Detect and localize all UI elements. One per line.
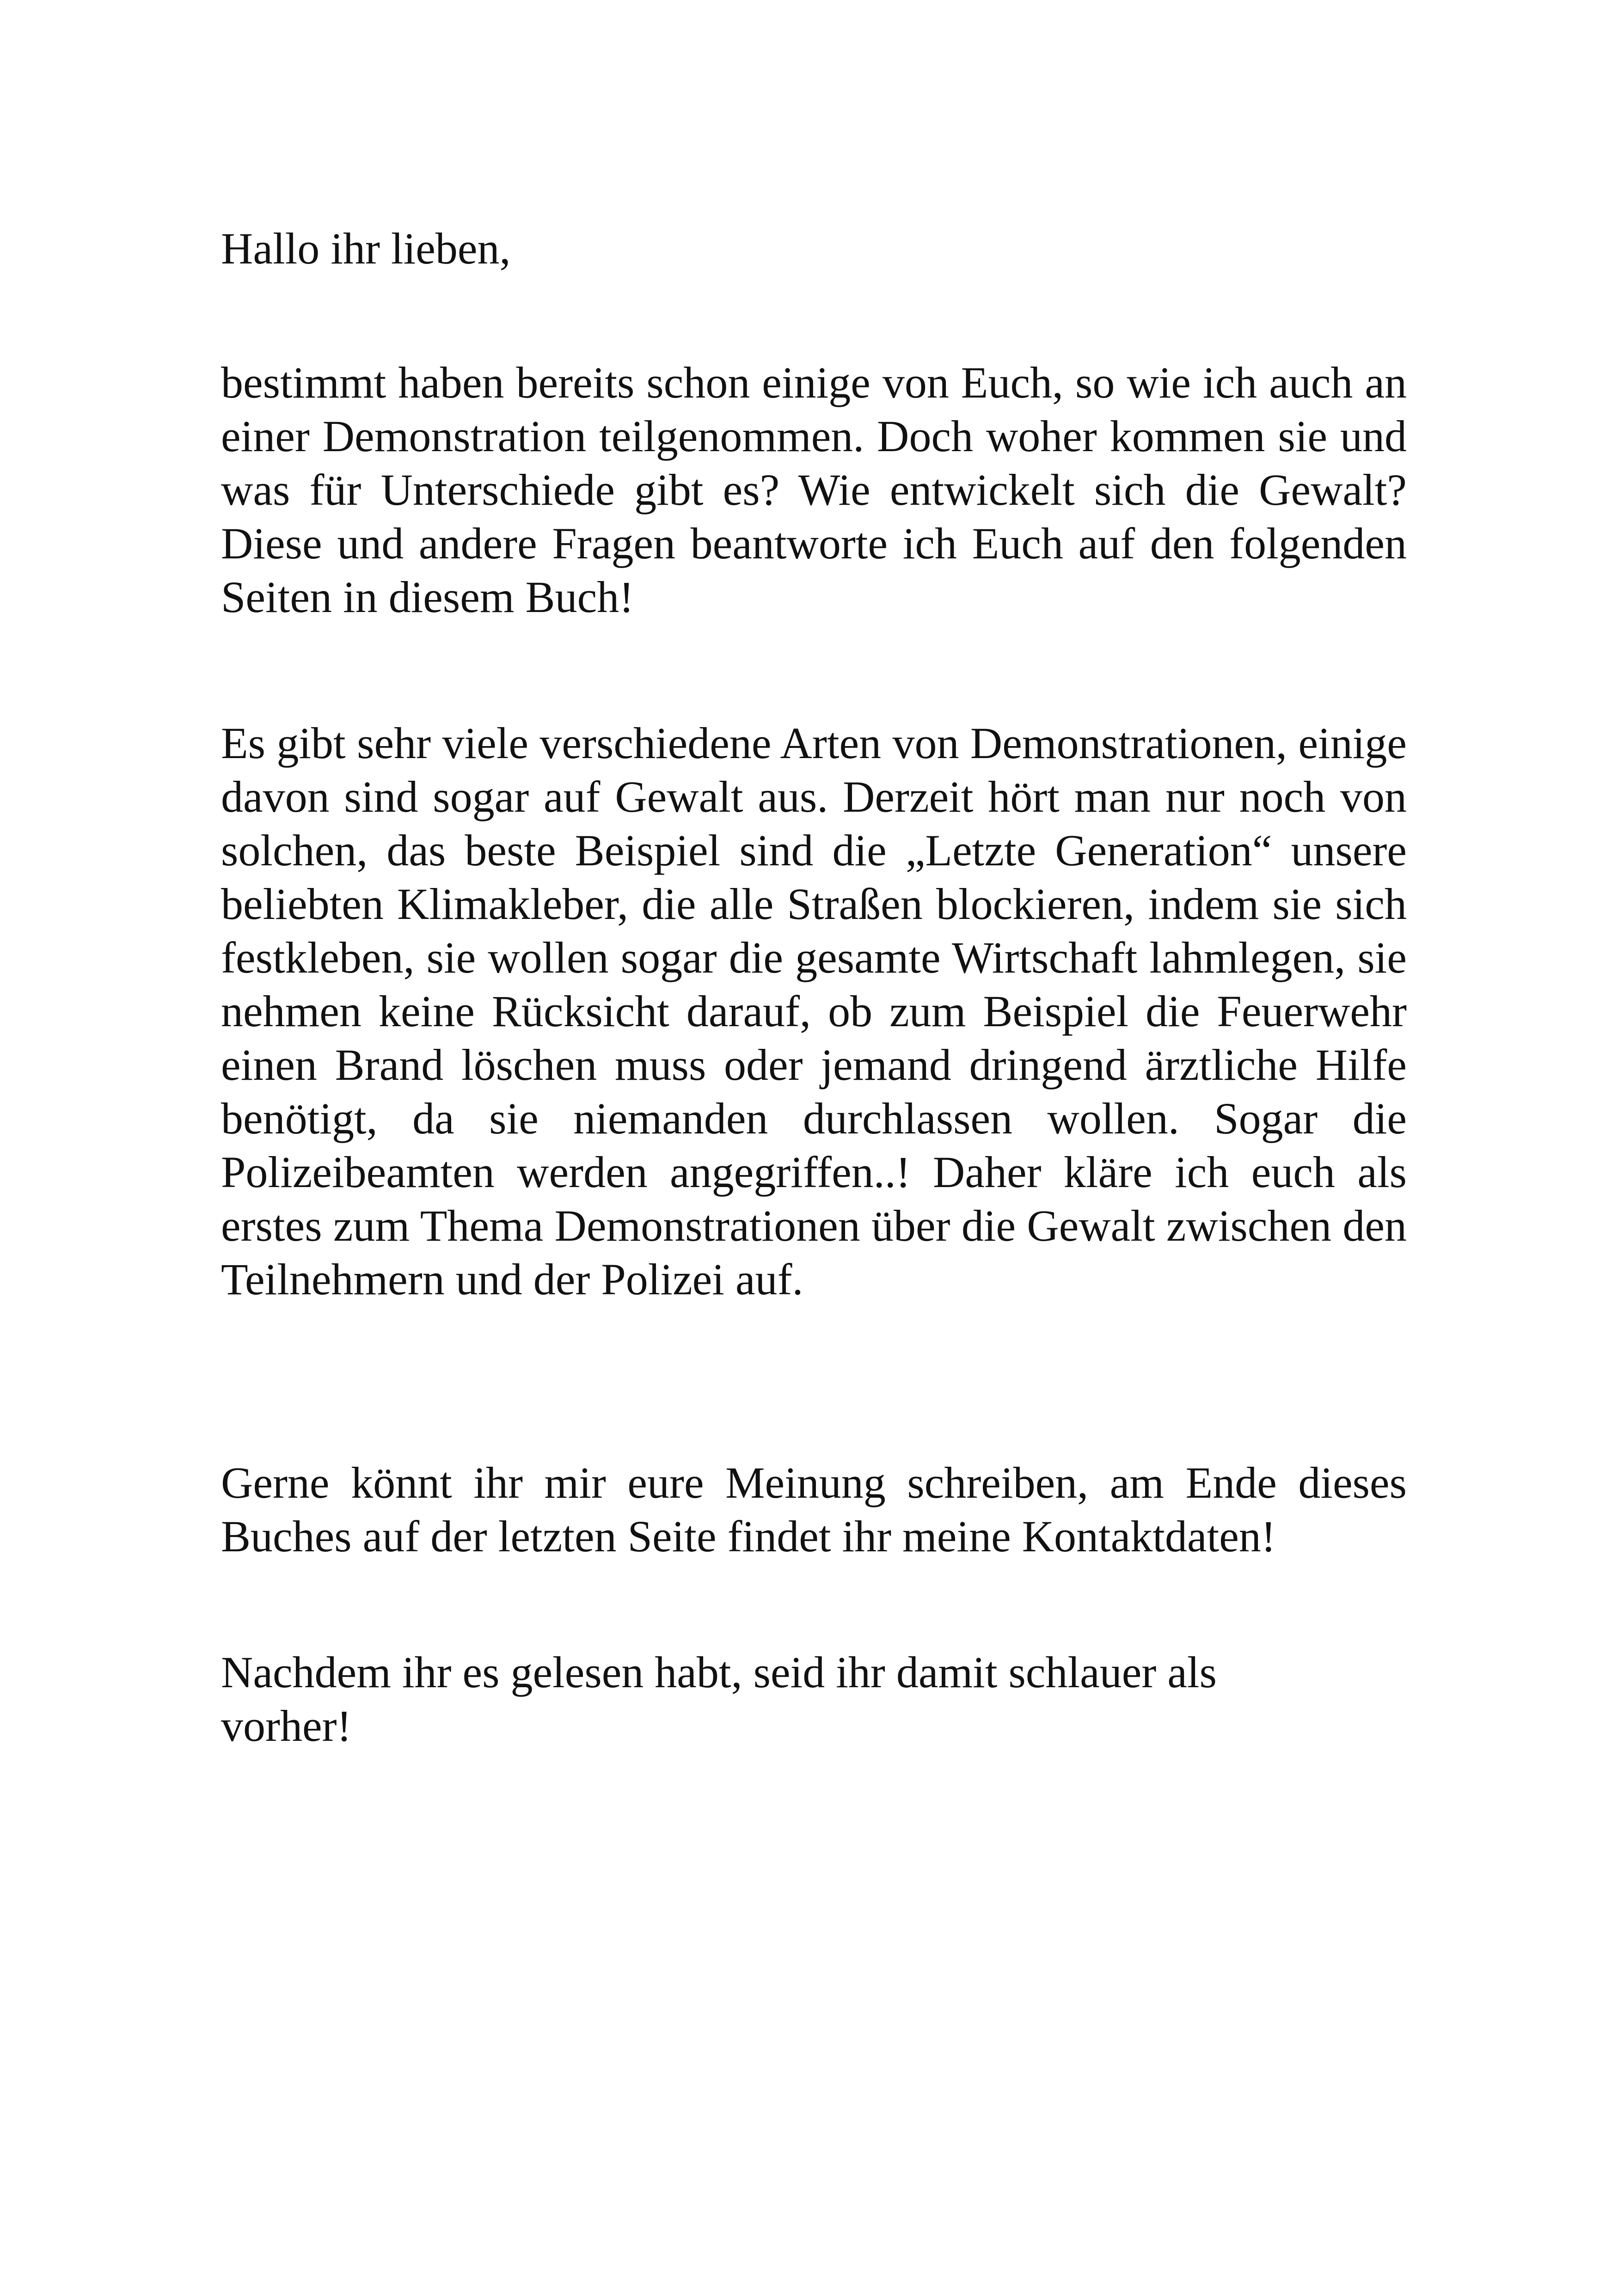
greeting-line: Hallo ihr lieben, bbox=[221, 224, 511, 273]
paragraph-closing: Nachdem ihr es gelesen habt, seid ihr damit schlauer als vorher! bbox=[221, 1647, 1217, 1751]
paragraph-demonstration-types: Es gibt sehr viele verschiedene Arten von Demonstrationen, einige davon sind sogar auf Gewalt aus. Derzeit hört man nur noch von solchen, das beste Beispiel sind die „Letzte Generation“ unsere beliebten Klimakleber, die alle Straßen blockieren, indem sie sich festkleben, sie wollen sogar die gesamte Wirtschaft lahmlegen, sie nehmen keine Rücksicht darauf, ob zum Beispiel die Feuerwehr einen Brand löschen muss oder jemand dringend ärztliche Hilfe benötigt, da sie niemanden durchlassen wollen. Sogar die Polizeibeamten werden angegriffen..! Daher kläre ich euch als erstes zum Thema Demonstrationen über die Gewalt zwischen den Teilnehmern und der Polizei auf. bbox=[221, 718, 1407, 1304]
paragraph-contact-invitation: Gerne könnt ihr mir eure Meinung schreiben, am Ende dieses Buches auf der letzten Seite findet ihr meine Kontaktdaten! bbox=[221, 1458, 1407, 1561]
paragraph-introduction: bestimmt haben bereits schon einige von Euch, so wie ich auch an einer Demonstration teilgenommen. Doch woher kommen sie und was für Unterschiede gibt es? Wie entwickelt sich die Gewalt? Diese und andere Fragen beantworte ich Euch auf den folgenden Seiten in diesem Buch! bbox=[221, 358, 1407, 622]
